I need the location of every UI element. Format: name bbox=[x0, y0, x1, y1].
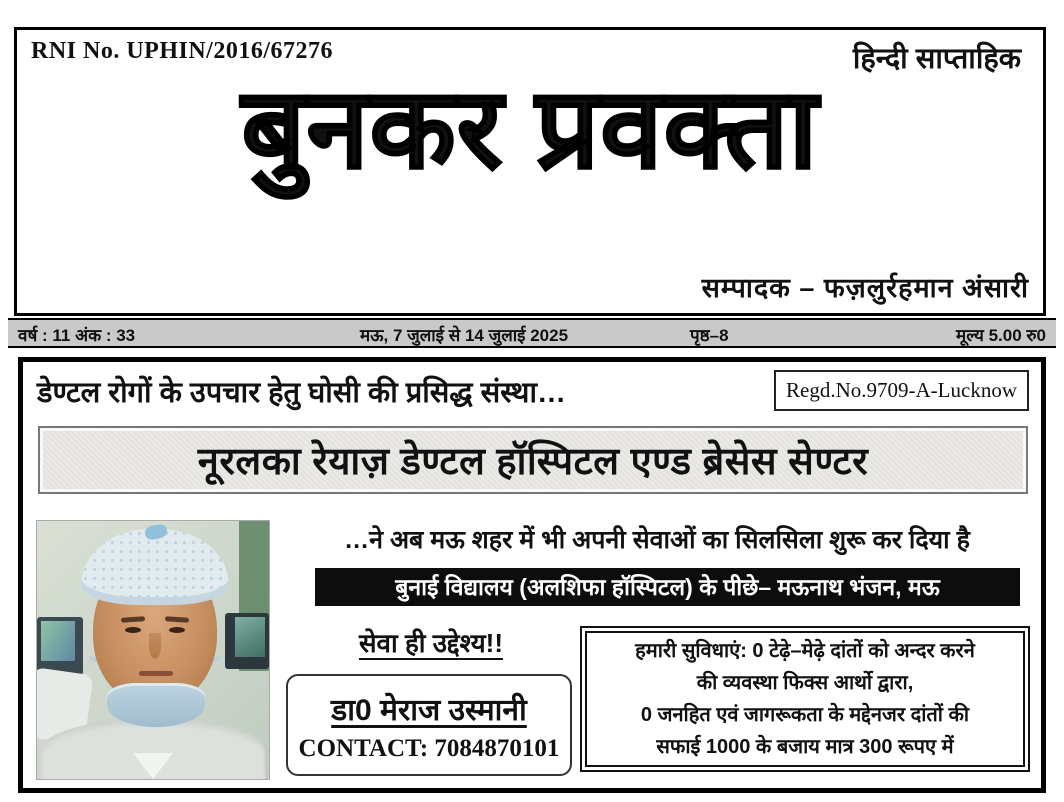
photo-nose bbox=[149, 633, 161, 659]
photo-mouth bbox=[139, 671, 173, 676]
motto bbox=[291, 624, 571, 660]
advertisement-box bbox=[18, 357, 1046, 793]
motto-text: सेवा ही उद्देश्य!! bbox=[358, 628, 504, 658]
photo-screen-right bbox=[235, 617, 265, 657]
contact-box bbox=[286, 674, 572, 776]
photo-eye-right bbox=[169, 627, 185, 633]
ad-intro-text: डेण्टल रोगों के उपचार हेतु घोसी की प्रसिद्ध संस्था… bbox=[37, 377, 566, 409]
masthead bbox=[14, 27, 1046, 316]
date-line: मऊ, 7 जुलाई से 14 जुलाई 2025 bbox=[360, 326, 569, 345]
newspaper-title: बुनकर प्रवक्ता bbox=[241, 66, 819, 191]
regd-number-box: Regd.No.9709-A-Lucknow bbox=[774, 370, 1029, 411]
volume-issue: वर्ष : 11 अंक : 33 bbox=[18, 326, 136, 345]
feature-line-1: हमारी सुविधाएं: 0 टेढ़े–मेढ़े दांतों को अन्दर करने bbox=[635, 640, 975, 662]
doctor-name: डा0 मेराज उस्मानी bbox=[331, 693, 527, 727]
doctor-photo bbox=[36, 520, 270, 780]
features-box bbox=[580, 626, 1030, 772]
contact-number: CONTACT: 7084870101 bbox=[298, 734, 560, 762]
rni-number: RNI No. UPHIN/2016/67276 bbox=[31, 38, 334, 64]
address-bar: बुनाई विद्यालय (अलशिफा हॉस्पिटल) के पीछे– मऊनाथ भंजन, मऊ bbox=[315, 568, 1020, 606]
photo-eye-left bbox=[125, 627, 141, 633]
ad-tagline: …ने अब मऊ शहर में भी अपनी सेवाओं का सिलसिला शुरू कर दिया है bbox=[344, 526, 970, 554]
price: मूल्य 5.00 रु0 bbox=[956, 326, 1046, 345]
hospital-name: नूरलका रेयाज़ डेण्टल हॉस्पिटल एण्ड ब्रेसेस सेण्टर bbox=[197, 441, 869, 483]
photo-screen-left bbox=[41, 621, 75, 661]
ad-intro-row bbox=[37, 370, 1029, 411]
hospital-name-banner bbox=[38, 426, 1028, 494]
issue-info-bar bbox=[8, 318, 1056, 348]
photo-surgical-cap bbox=[81, 529, 229, 605]
editor-line: सम्पादक – फज़लुर्रहमान अंसारी bbox=[701, 273, 1029, 303]
edition-type: हिन्दी साप्ताहिक bbox=[852, 43, 1021, 75]
photo-surgical-mask bbox=[107, 683, 205, 727]
feature-line-3: 0 जनहित एवं जागरूकता के मद्देनजर दांतों की bbox=[640, 704, 970, 726]
page-number: पृष्ठ–8 bbox=[690, 326, 729, 345]
feature-line-2: की व्यवस्था फिक्स आर्थो द्वारा, bbox=[696, 672, 914, 694]
feature-line-4: सफाई 1000 के बजाय मात्र 300 रूपए में bbox=[656, 736, 954, 758]
